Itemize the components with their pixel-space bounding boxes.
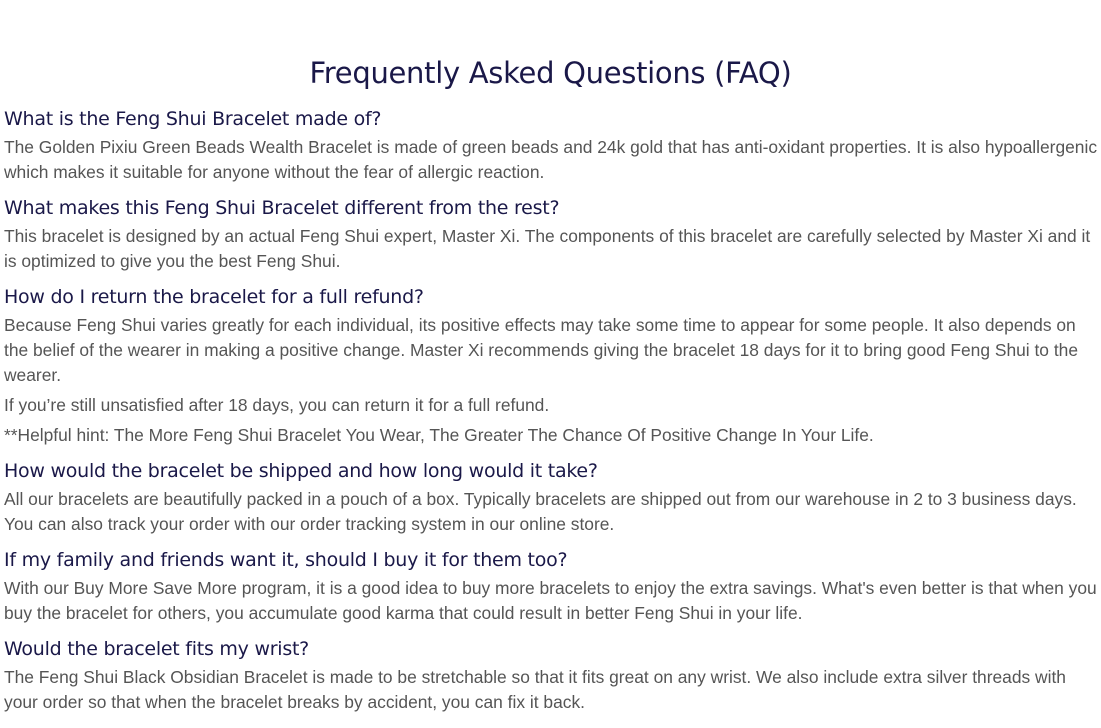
faq-answer: If you’re still unsatisfied after 18 days, you can return it for a full refund.	[4, 395, 550, 415]
faq-question: What makes this Feng Shui Bracelet different from the rest?	[4, 197, 560, 219]
faq-helpful-hint: **Helpful hint: The More Feng Shui Bracelet You Wear, The Greater The Chance Of Positive Change In Your Life.	[4, 425, 874, 445]
faq-question: Would the bracelet fits my wrist?	[4, 638, 310, 660]
faq-item	[4, 284, 1098, 448]
faq-list	[4, 106, 1098, 715]
faq-question: How do I return the bracelet for a full refund?	[4, 286, 424, 308]
faq-item	[4, 636, 1098, 715]
faq-answer: The Golden Pixiu Green Beads Wealth Bracelet is made of green beads and 24k gold that has anti-oxidant properties. It is also hypoallergenic which makes it suitable for anyone without the fear of allergic reaction.	[4, 137, 1098, 182]
faq-item	[4, 106, 1098, 185]
faq-answer: With our Buy More Save More program, it is a good idea to buy more bracelets to enjoy the extra savings. What's even better is that when you buy the bracelet for others, you accumulate good karma that could result in better Feng Shui in your life.	[4, 578, 1097, 623]
faq-item	[4, 458, 1098, 537]
faq-answer: This bracelet is designed by an actual Feng Shui expert, Master Xi. The components of this bracelet are carefully selected by Master Xi and it is optimized to give you the best Feng Shui.	[4, 226, 1091, 271]
faq-answer: The Feng Shui Black Obsidian Bracelet is made to be stretchable so that it fits great on any wrist. We also include extra silver threads with your order so that when the bracelet breaks by accident, you can fix it back.	[4, 667, 1066, 712]
faq-item	[4, 547, 1098, 626]
faq-question: If my family and friends want it, should I buy it for them too?	[4, 549, 568, 571]
faq-item	[4, 195, 1098, 274]
faq-question: What is the Feng Shui Bracelet made of?	[4, 108, 382, 130]
faq-question: How would the bracelet be shipped and how long would it take?	[4, 460, 598, 482]
page-title: Frequently Asked Questions (FAQ)	[309, 56, 792, 90]
faq-answer: Because Feng Shui varies greatly for each individual, its positive effects may take some time to appear for some people. It also depends on the belief of the wearer in making a positive change. Master Xi recommends giving the bracelet 18 days for it to bring good Feng Shui to the wearer.	[4, 315, 1078, 385]
faq-answer: All our bracelets are beautifully packed in a pouch of a box. Typically bracelets are shipped out from our warehouse in 2 to 3 business days. You can also track your order with our order tracking system in our online store.	[4, 489, 1077, 534]
